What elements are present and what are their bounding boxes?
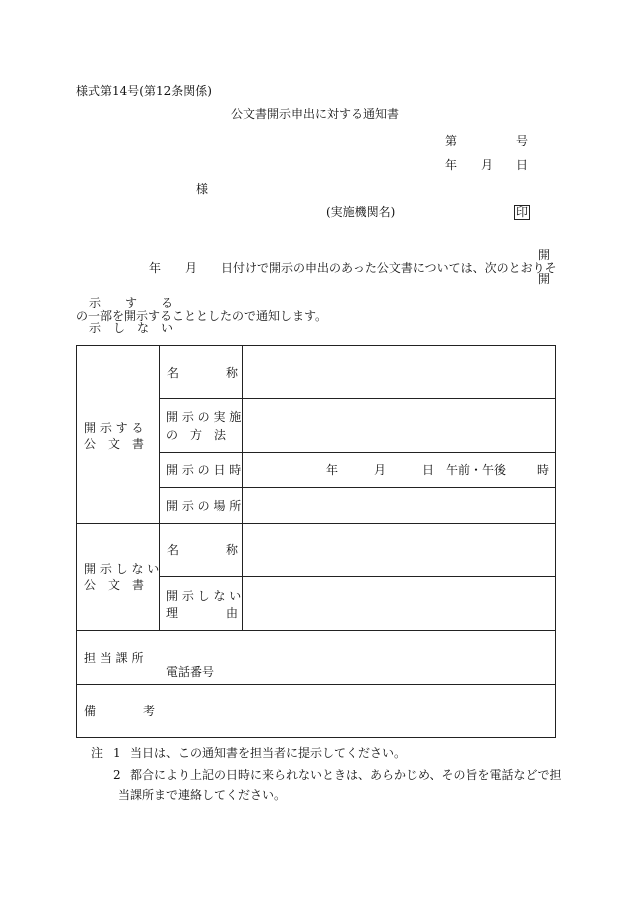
agency-label: (実施機関名): [326, 205, 396, 219]
name-label-char-1: 名: [167, 366, 180, 380]
kai-bottom: 開: [538, 272, 551, 286]
addressee-suffix: 様: [196, 182, 209, 196]
reason-label-1: 開 示 し な い: [166, 589, 242, 603]
body-line-1: 年 月 日付けで開示の申出のあった公文書については、次のとおりそ: [149, 261, 557, 275]
nonopen-name-label-char-1: 名: [167, 543, 180, 557]
open-docs-label-2: 公 文 書: [84, 437, 145, 451]
table-hline-4: [76, 523, 556, 524]
nonopen-docs-label-1: 開 示 し な い: [84, 562, 160, 576]
name-label-char-2: 称: [226, 366, 239, 380]
note-2-number: 2: [113, 768, 121, 782]
option-not-open: 示 し な い: [89, 321, 174, 335]
form-number: 様式第14号(第12条関係): [76, 84, 212, 98]
date-month: 月: [481, 158, 494, 172]
reason-label-2a: 理: [166, 606, 179, 620]
note-2-text-2: 当課所まで連絡してください。: [118, 788, 287, 802]
table-hline-6: [76, 630, 556, 631]
table-hline-7: [76, 684, 556, 685]
dept-label: 担 当 課 所: [84, 651, 144, 665]
note-2-text-1: 都合により上記の日時に来られないときは、あらかじめ、その旨を電話などで担: [130, 768, 562, 782]
table-hline-2: [159, 452, 556, 453]
table-hline-3: [159, 487, 556, 488]
datetime-month: 月: [374, 463, 387, 477]
notice-table: [76, 345, 556, 738]
seal-mark: 印: [516, 205, 529, 219]
datetime-day: 日: [422, 463, 435, 477]
note-1-text: 当日は、この通知書を担当者に提示してください。: [130, 746, 407, 760]
phone-label: 電話番号: [166, 665, 215, 679]
nonopen-name-label-char-2: 称: [226, 543, 239, 557]
nonopen-docs-label-2: 公 文 書: [84, 578, 145, 592]
method-label-2: の 方 法: [166, 428, 227, 442]
reason-label-2b: 由: [226, 606, 239, 620]
kai-top: 開: [538, 248, 551, 262]
note-1-number: 1: [113, 746, 121, 760]
datetime-label: 開 示 の 日 時: [166, 463, 242, 477]
doc-number-suffix: 号: [516, 134, 529, 148]
remarks-label-char-2: 考: [143, 704, 156, 718]
option-open: 示 す る: [89, 296, 174, 310]
place-label: 開 示 の 場 所: [166, 499, 242, 513]
document-title: 公文書開示申出に対する通知書: [231, 107, 400, 121]
open-docs-label-1: 開 示 す る: [84, 421, 144, 435]
doc-number-prefix: 第: [445, 134, 458, 148]
table-hline-1: [159, 398, 556, 399]
datetime-year: 年: [326, 463, 339, 477]
date-year: 年: [445, 158, 458, 172]
datetime-hour: 時: [537, 463, 550, 477]
body-line-2: の一部を開示することとしたので通知します。: [76, 309, 328, 323]
remarks-label-char-1: 備: [84, 704, 97, 718]
notes-heading: 注: [91, 746, 104, 760]
table-hline-5: [159, 576, 556, 577]
datetime-ampm: 午前・午後: [446, 463, 507, 477]
method-label-1: 開 示 の 実 施: [166, 410, 242, 424]
date-day: 日: [516, 158, 529, 172]
